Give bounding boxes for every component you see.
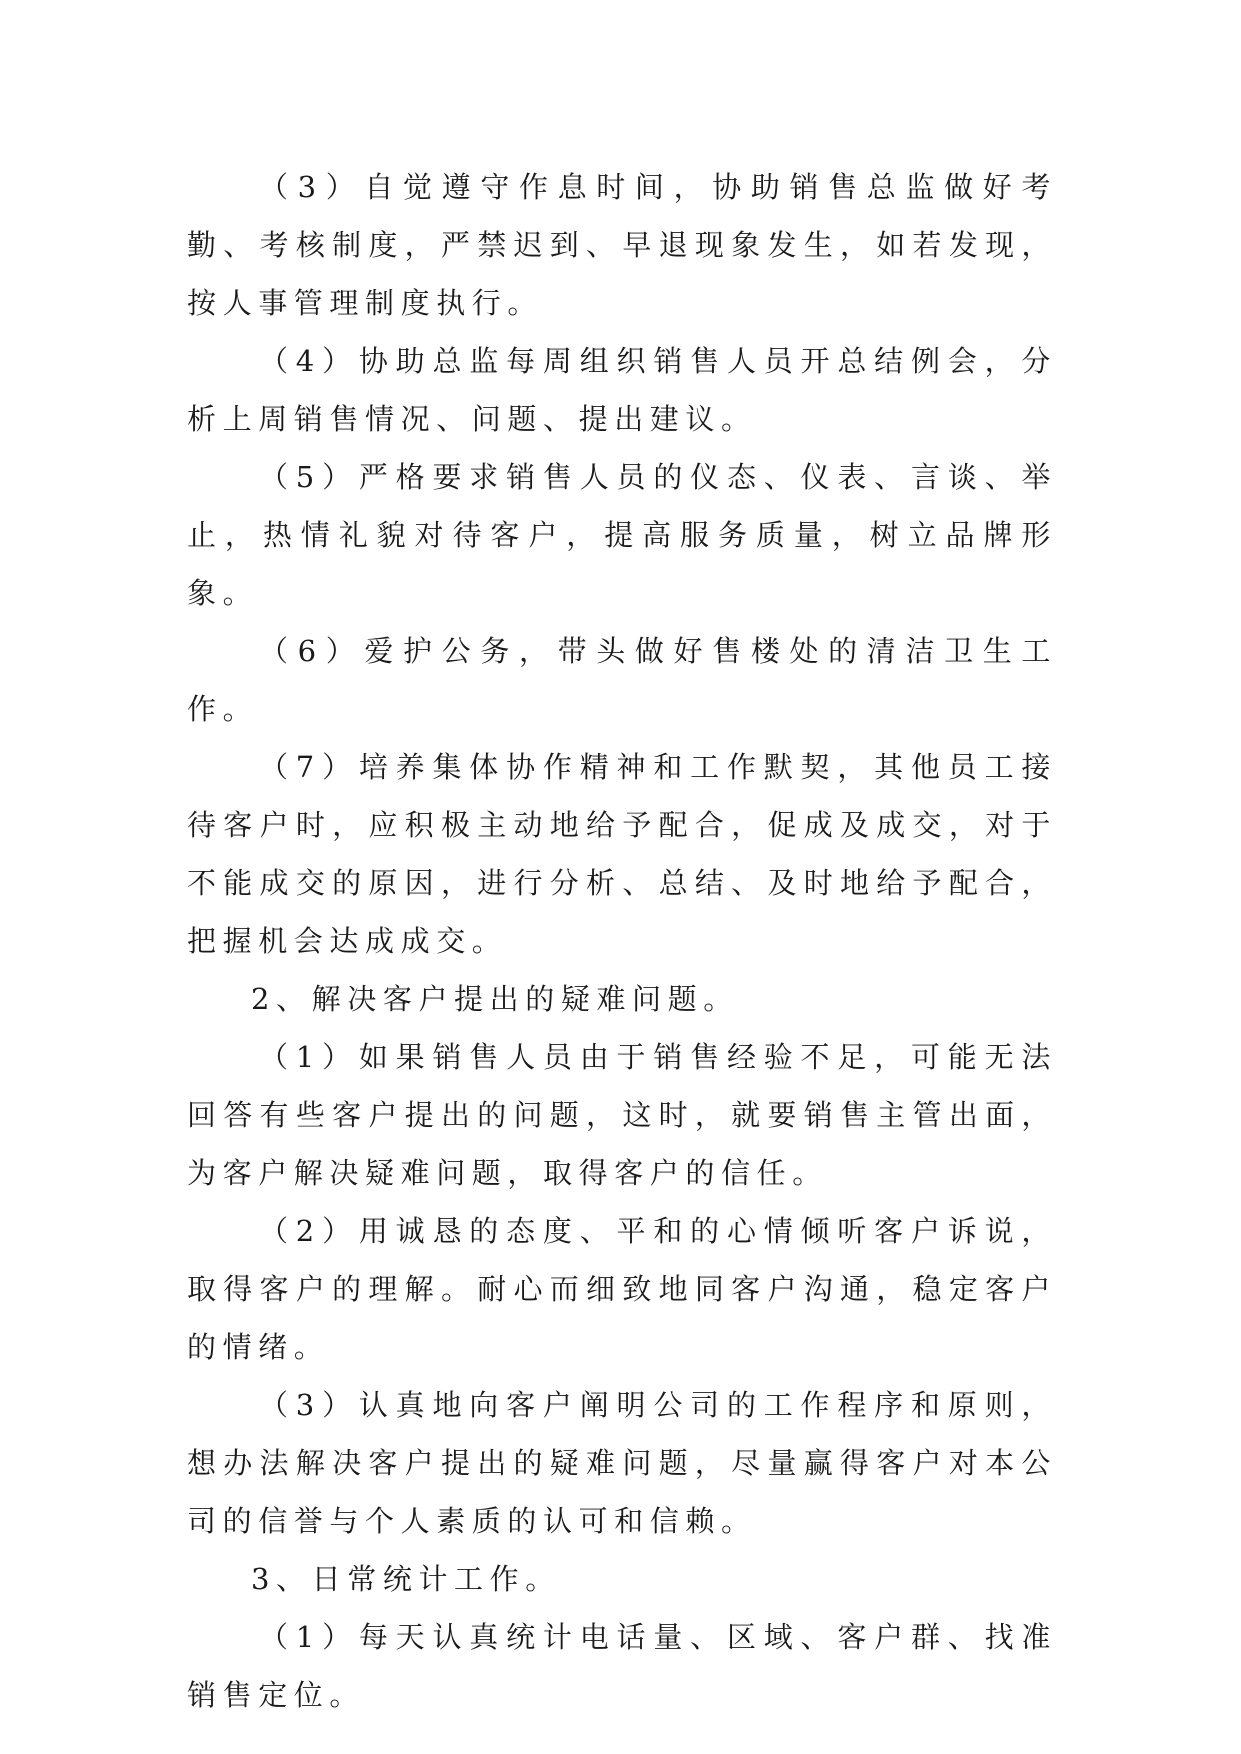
paragraph-item-6: （6）爱护公务，带头做好售楼处的清洁卫生工作。 <box>187 634 1057 726</box>
paragraph-item-3: （3）自觉遵守作息时间，协助销售总监做好考勤、考核制度，严禁迟到、早退现象发生，如若发现，按人事管理制度执行。 <box>187 170 1057 320</box>
section-heading-2: 2、解决客户提出的疑难问题。 <box>251 982 739 1016</box>
paragraph-item-4: （4）协助总监每周组织销售人员开总结例会，分析上周销售情况、问题、提出建议。 <box>187 344 1057 436</box>
paragraph-item-1: （1）如果销售人员由于销售经验不足，可能无法回答有些客户提出的问题，这时，就要销售主管出面，为客户解决疑难问题，取得客户的信任。 <box>187 1040 1057 1190</box>
paragraph-item-7: （7）培养集体协作精神和工作默契，其他员工接待客户时，应积极主动地给予配合，促成及成交，对于不能成交的原因，进行分析、总结、及时地给予配合，把握机会达成成交。 <box>187 750 1057 958</box>
document-body <box>187 158 1057 1724</box>
paragraph-item-5: （5）严格要求销售人员的仪态、仪表、言谈、举止，热情礼貌对待客户，提高服务质量，树立品牌形象。 <box>187 460 1057 610</box>
paragraph-item-1b: （1）每天认真统计电话量、区域、客户群、找准销售定位。 <box>187 1620 1057 1712</box>
paragraph-item-2: （2）用诚恳的态度、平和的心情倾听客户诉说，取得客户的理解。耐心而细致地同客户沟通，稳定客户的情绪。 <box>187 1214 1057 1364</box>
section-heading-3: 3、日常统计工作。 <box>251 1562 561 1596</box>
paragraph-item-3b: （3）认真地向客户阐明公司的工作程序和原则，想办法解决客户提出的疑难问题，尽量赢得客户对本公司的信誉与个人素质的认可和信赖。 <box>187 1388 1057 1538</box>
